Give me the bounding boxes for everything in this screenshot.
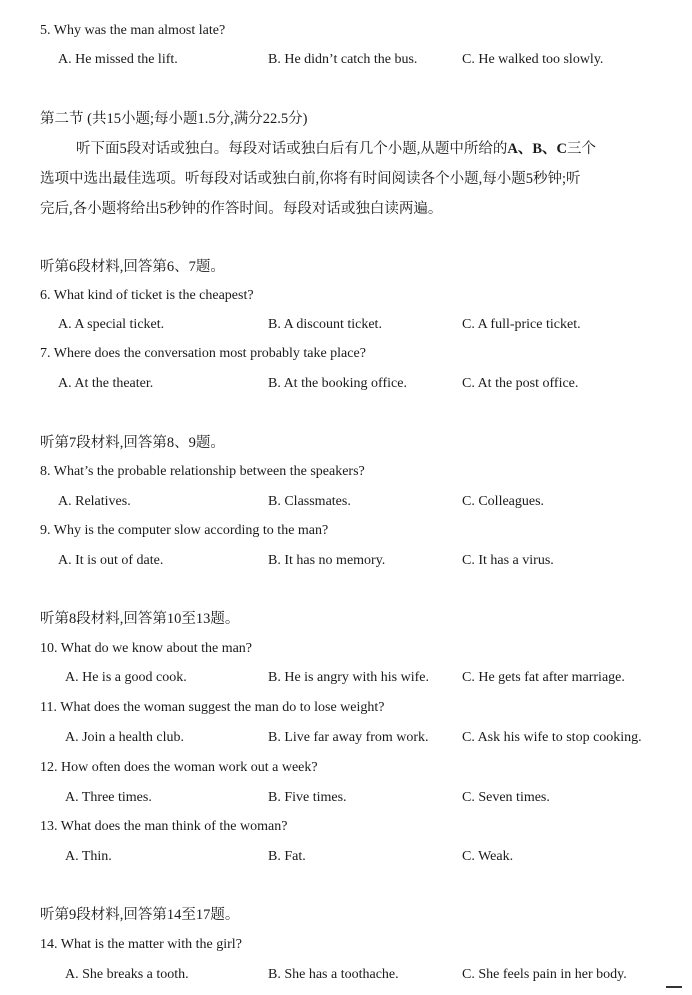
q8-option-b: B. Classmates. bbox=[268, 494, 351, 509]
q9-option-b: B. It has no memory. bbox=[268, 553, 386, 568]
q5-option-b: B. He didn’t catch the bus. bbox=[268, 52, 418, 67]
group-9-header: 听第9段材料,回答第14至17题。 bbox=[40, 907, 240, 923]
question-14: 14. What is the matter with the girl? bbox=[40, 937, 242, 952]
q12-option-a: A. Three times. bbox=[65, 790, 152, 805]
q6-option-c: C. A full-price ticket. bbox=[462, 317, 581, 332]
instructions-line-1 bbox=[76, 140, 596, 158]
q5-option-a: A. He missed the lift. bbox=[58, 52, 178, 67]
group-8-header: 听第8段材料,回答第10至13题。 bbox=[40, 611, 240, 627]
question-6: 6. What kind of ticket is the cheapest? bbox=[40, 288, 254, 303]
instructions-line-3: 完后,各小题将给出5秒钟的作答时间。每段对话或独白读两遍。 bbox=[40, 201, 443, 217]
q14-option-a: A. She breaks a tooth. bbox=[65, 967, 189, 982]
q7-option-c: C. At the post office. bbox=[462, 376, 579, 391]
page-corner-mark bbox=[666, 986, 682, 988]
question-7: 7. Where does the conversation most probably take place? bbox=[40, 346, 366, 361]
q12-option-c: C. Seven times. bbox=[462, 790, 550, 805]
q13-option-c: C. Weak. bbox=[462, 849, 514, 864]
q11-option-c: C. Ask his wife to stop cooking. bbox=[462, 730, 642, 745]
question-9: 9. Why is the computer slow according to the man? bbox=[40, 523, 329, 538]
q11-option-a: A. Join a health club. bbox=[65, 730, 184, 745]
q13-option-b: B. Fat. bbox=[268, 849, 306, 864]
q14-option-b: B. She has a toothache. bbox=[268, 967, 399, 982]
question-8: 8. What’s the probable relationship between the speakers? bbox=[40, 464, 365, 479]
q12-option-b: B. Five times. bbox=[268, 790, 347, 805]
q8-option-c: C. Colleagues. bbox=[462, 494, 545, 509]
q6-option-b: B. A discount ticket. bbox=[268, 317, 382, 332]
instructions-line-2: 选项中选出最佳选项。听每段对话或独白前,你将有时间阅读各个小题,每小题5秒钟;听 bbox=[40, 171, 581, 187]
q10-option-c: C. He gets fat after marriage. bbox=[462, 670, 625, 685]
group-6-header: 听第6段材料,回答第6、7题。 bbox=[40, 259, 225, 275]
q9-option-c: C. It has a virus. bbox=[462, 553, 554, 568]
q5-option-c: C. He walked too slowly. bbox=[462, 52, 604, 67]
q13-option-a: A. Thin. bbox=[65, 849, 112, 864]
q10-option-b: B. He is angry with his wife. bbox=[268, 670, 429, 685]
question-13: 13. What does the man think of the woman? bbox=[40, 819, 288, 834]
question-11: 11. What does the woman suggest the man do to lose weight? bbox=[40, 700, 385, 715]
q14-option-c: C. She feels pain in her body. bbox=[462, 967, 627, 982]
instructions-line-1-bold: A、B、C bbox=[507, 141, 567, 157]
q7-option-a: A. At the theater. bbox=[58, 376, 154, 391]
q10-option-a: A. He is a good cook. bbox=[65, 670, 187, 685]
question-10: 10. What do we know about the man? bbox=[40, 641, 253, 656]
section-2-header: 第二节 (共15小题;每小题1.5分,满分22.5分) bbox=[40, 111, 308, 127]
question-5: 5. Why was the man almost late? bbox=[40, 23, 226, 38]
instructions-line-1-pre: 听下面5段对话或独白。每段对话或独白后有几个小题,从题中所给的 bbox=[76, 141, 508, 157]
q9-option-a: A. It is out of date. bbox=[58, 553, 164, 568]
group-7-header: 听第7段材料,回答第8、9题。 bbox=[40, 435, 225, 451]
q11-option-b: B. Live far away from work. bbox=[268, 730, 429, 745]
q6-option-a: A. A special ticket. bbox=[58, 317, 165, 332]
instructions-line-1-post: 三个 bbox=[567, 141, 596, 157]
q7-option-b: B. At the booking office. bbox=[268, 376, 407, 391]
question-12: 12. How often does the woman work out a week? bbox=[40, 760, 318, 775]
q8-option-a: A. Relatives. bbox=[58, 494, 131, 509]
